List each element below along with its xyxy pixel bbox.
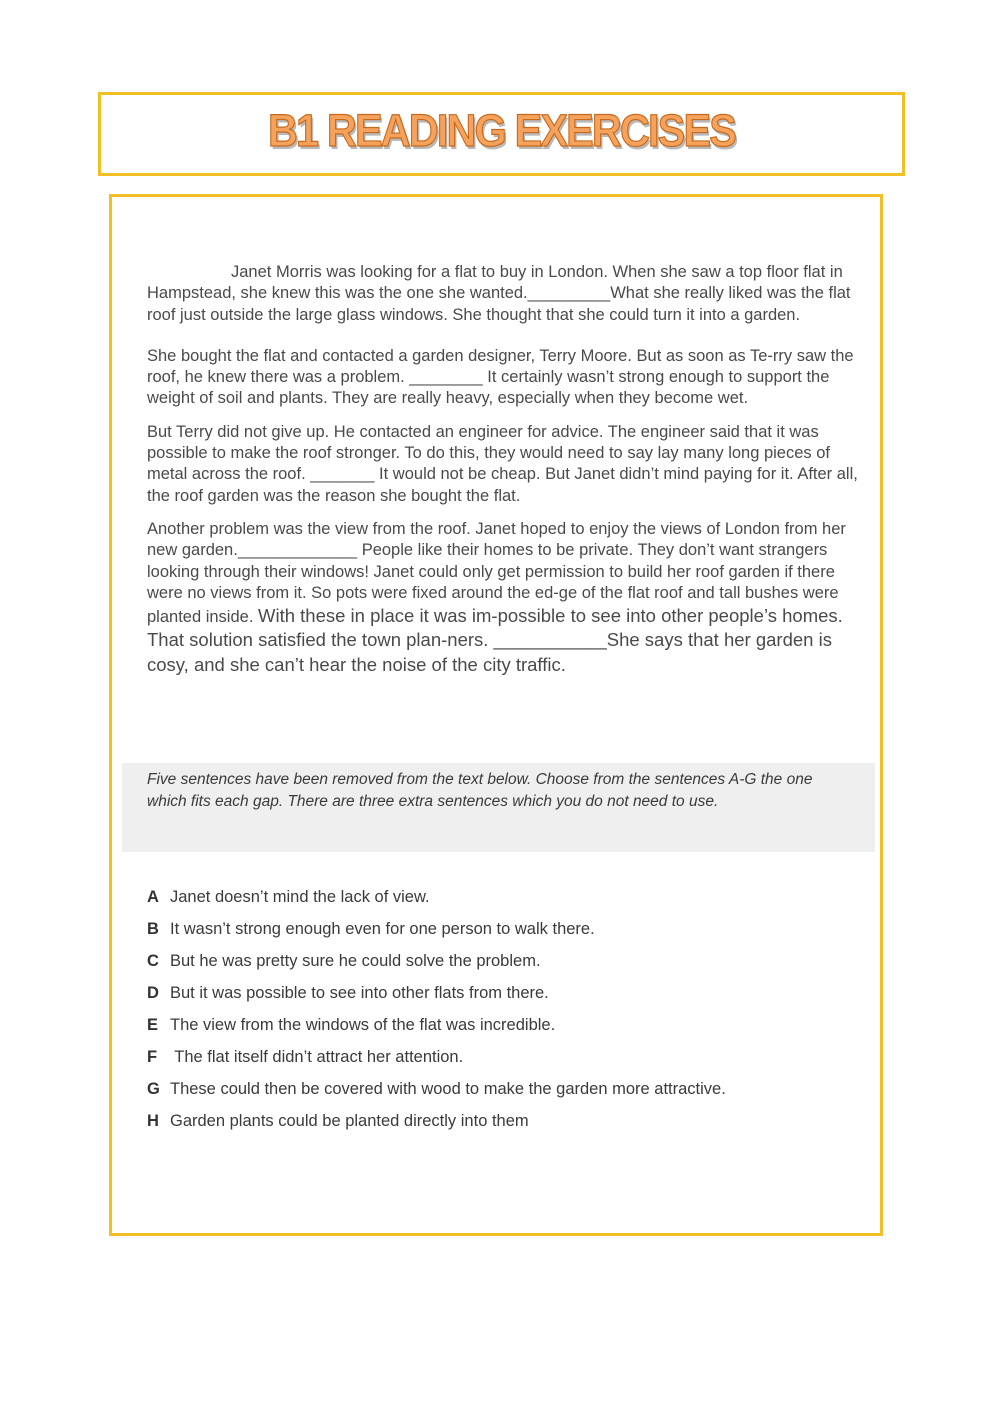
passage-paragraph-2: She bought the flat and contacted a garden designer, Terry Moore. But as soon as Te-rry saw the roof, he knew there was a problem. ________ It certainly wasn’t strong enough to support the weight of soil and plants. They are really heavy, especially when they become wet. bbox=[147, 346, 854, 408]
option-text: Janet doesn’t mind the lack of view. bbox=[170, 888, 430, 906]
option-text: The view from the windows of the flat was incredible. bbox=[170, 1016, 556, 1034]
option-item bbox=[147, 886, 847, 918]
title-banner bbox=[98, 92, 905, 176]
option-text: These could then be covered with wood to make the garden more attractive. bbox=[170, 1080, 726, 1098]
option-item bbox=[147, 918, 847, 950]
option-letter: F bbox=[147, 1048, 158, 1066]
page-title: B1 READING EXERCISES bbox=[267, 105, 736, 156]
option-text: But he was pretty sure he could solve the problem. bbox=[170, 952, 541, 970]
passage-paragraph-4-start: Another problem was the view from the roof. Janet hoped to enjoy the views of London from her new garden._____________ People like their homes to be private. They don’t want strangers looking through their windows! Janet could only get permission to build her roof garden if there were no views from it. So pots were fixed around the ed-ge of the flat roof and tall bushes were planted inside. bbox=[147, 519, 846, 627]
option-item bbox=[147, 1110, 847, 1142]
option-item bbox=[147, 982, 847, 1014]
option-letter: H bbox=[147, 1112, 159, 1130]
option-letter: G bbox=[147, 1080, 160, 1098]
reading-passage bbox=[147, 262, 859, 677]
option-letter: C bbox=[147, 952, 159, 970]
answer-options-list bbox=[147, 886, 847, 1142]
option-letter: A bbox=[147, 888, 159, 906]
passage-paragraph-3: But Terry did not give up. He contacted an engineer for advice. The engineer said that it was possible to make the roof stronger. To do this, they would need to say lay many long pieces of metal across the roof. _______ It would not be cheap. But Janet didn’t mind paying for it. After all, the roof garden was the reason she bought the flat. bbox=[147, 422, 858, 505]
option-text: The flat itself didn’t attract her attention. bbox=[170, 1048, 464, 1066]
option-letter: B bbox=[147, 920, 159, 938]
passage-paragraph-1: Janet Morris was looking for a flat to buy in London. When she saw a top floor flat in Hampstead, she knew this was the one she wanted._________What she really liked was the flat roof just outside the large glass windows. She thought that she could turn it into a garden. bbox=[147, 263, 851, 324]
instructions-text: Five sentences have been removed from the text below. Choose from the sentences A-G the one which fits each gap. There are three extra sentences which you do not need to use. bbox=[147, 771, 813, 810]
option-letter: E bbox=[147, 1016, 159, 1034]
option-text: But it was possible to see into other flats from there. bbox=[170, 984, 549, 1002]
option-item bbox=[147, 950, 847, 982]
passage-paragraph-4 bbox=[147, 519, 859, 677]
option-text: It wasn’t strong enough even for one person to walk there. bbox=[170, 920, 595, 938]
option-letter: D bbox=[147, 984, 159, 1002]
option-item bbox=[147, 1046, 847, 1078]
option-item bbox=[147, 1078, 847, 1110]
instructions-panel bbox=[122, 763, 875, 852]
passage-paragraph-4-end: With these in place it was im-possible to see into other people’s homes. That solution satisfied the town plan-ners. ___________She says that her garden is cosy, and she can’t hear the noise of the city traffic. bbox=[147, 605, 843, 675]
option-item bbox=[147, 1014, 847, 1046]
option-text: Garden plants could be planted directly into them bbox=[170, 1112, 529, 1130]
